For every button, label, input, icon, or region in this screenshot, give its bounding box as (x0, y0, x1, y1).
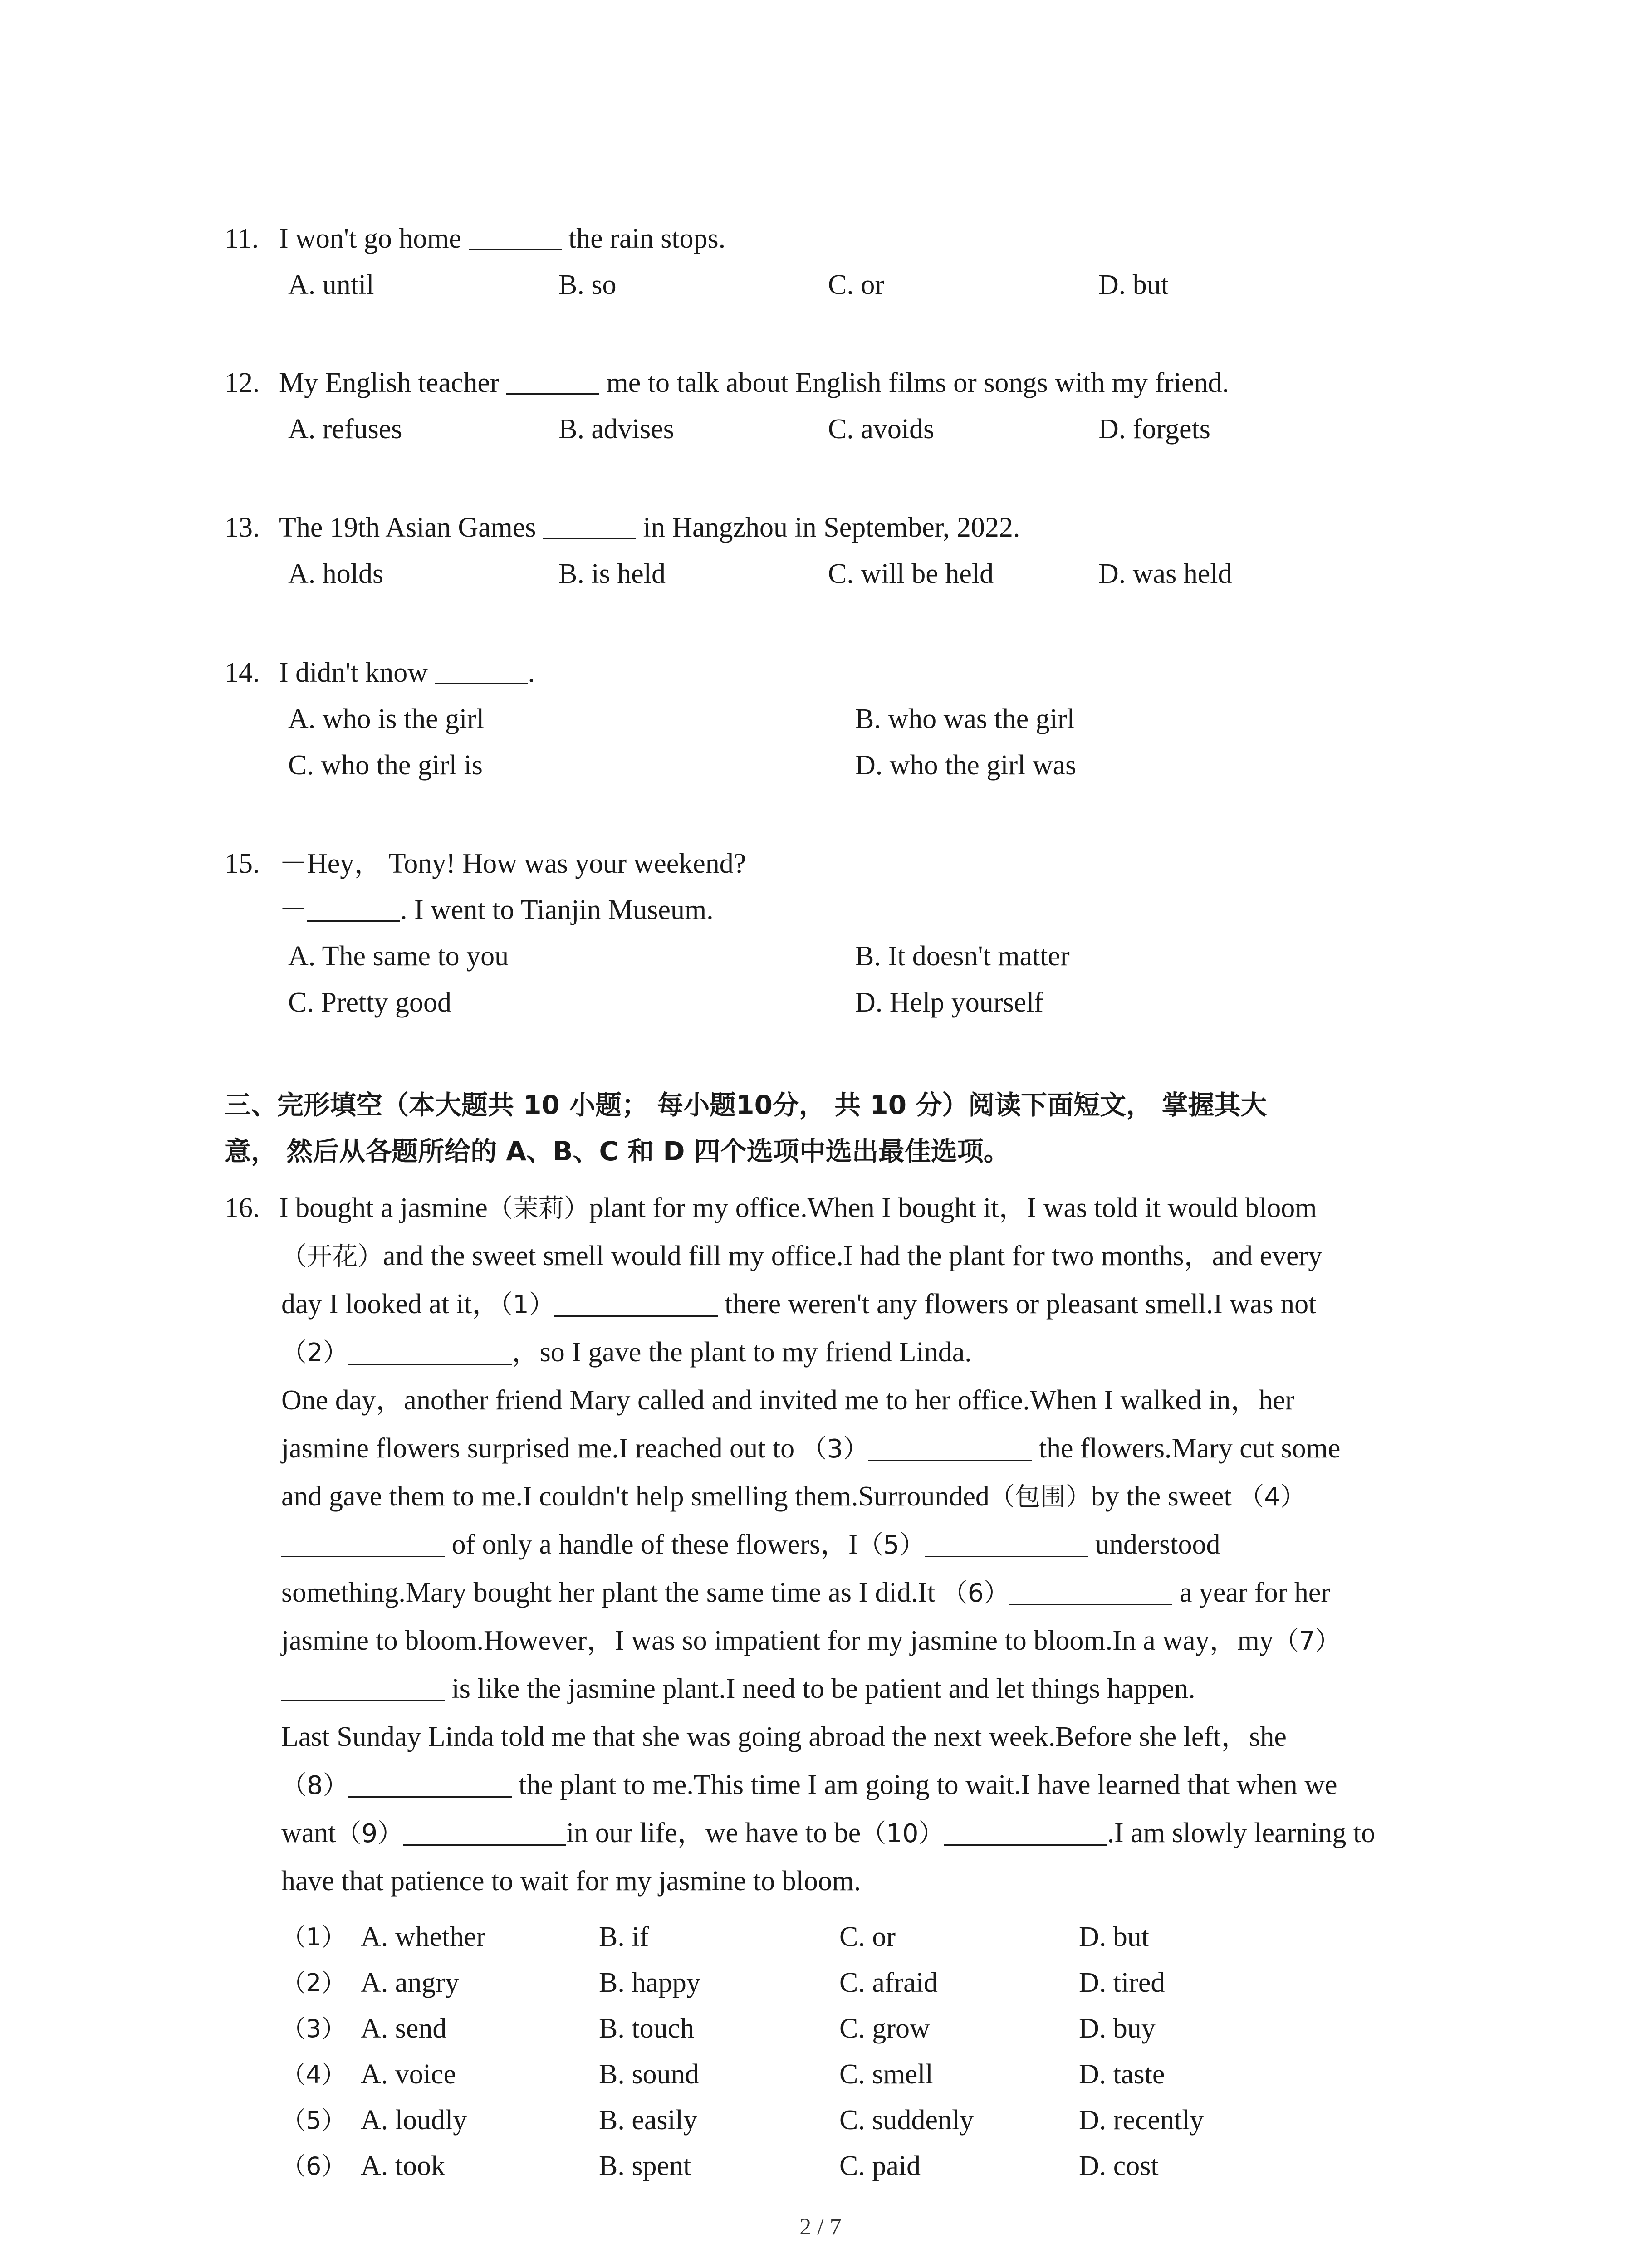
options-row-1 (288, 696, 1075, 742)
question-number: 16. (225, 1193, 260, 1223)
blank-6 (1009, 1577, 1172, 1605)
blank-3 (868, 1432, 1032, 1461)
option-c: C. or (828, 269, 884, 300)
option-c: C. who the girl is (288, 750, 483, 781)
options (288, 551, 1232, 597)
answer-blank (543, 511, 636, 539)
option-b: B. is held (558, 558, 666, 589)
options (288, 262, 1169, 308)
options (288, 406, 1229, 452)
question-12: 12. My English teacher me to talk about English films or songs with my friend. A. refuses B. advises C. avoids D. forgets (225, 360, 1229, 452)
choice-row: （5） A. loudly B. easily C. suddenly D. recently (281, 2105, 1204, 2136)
options-row-2 (288, 742, 1077, 788)
option-b: B. advises (558, 414, 674, 445)
blank-3-label: （3） (801, 1434, 869, 1464)
option-a: A. The same to you (288, 941, 509, 972)
blank-5 (925, 1529, 1088, 1557)
blank-2 (348, 1336, 512, 1365)
cloze-passage: 16. I bought a jasmine（茉莉）plant for my office.When I bought it，I was told it would bloom （开花）and the sweet smell would fill my office.I had the plant for two months，and every day I looked at it，（1） there weren't any flowers or pleasant smell.I was not （2） ，so I gave the plant to my friend Linda. One day，another friend Mary called and invited me to her office.When I walked in，her jasmine flowers surprised me.I reached out to （3） the flowers.Mary cut some and gave them to me.I couldn't help smelling them.Surrounded（包围）by the sweet （4） of only a handle of these flowers，I（5） understood something.Mary bought her plant the same time as I did.It （6） a year for her jasmine to bloom.However，I was so impatient for my jasmine to bloom.In a way，my（7） is like the jasmine plant.I need to be patient and let things happen. Last Sunday Linda told me that she was going abroad the next week.Before she left，she （8） the plant to me.This time I am going to wait.I have learned that when we want（9） in our life，we have to be（10） .I am slowly learning to have that patience to wait for my jasmine to bloom. (225, 1184, 1459, 1905)
page-number: 2 / 7 (799, 2214, 842, 2240)
choice-row: （2） A. angry B. happy C. afraid D. tired (281, 1967, 1165, 1998)
option-d: D. was held (1098, 558, 1232, 589)
option-d: D. Help yourself (855, 987, 1043, 1018)
question-13: 13. The 19th Asian Games in Hangzhou in September, 2022. A. holds B. is held C. will be held D. was held (225, 504, 1020, 597)
options-row-2 (288, 979, 1043, 1026)
question-number: 13. (225, 512, 260, 543)
blank-1-label: （1） (500, 1290, 554, 1320)
blank-4-label: （4） (1239, 1482, 1306, 1512)
option-d: D. who the girl was (855, 750, 1077, 781)
answer-blank (307, 893, 400, 922)
question-number: 11. (225, 223, 259, 254)
option-d: D. forgets (1098, 414, 1210, 445)
choice-row: （6） A. took B. spent C. paid D. cost (281, 2151, 1159, 2181)
section-heading: 三、完形填空（本大题共 10 小题； 每小题10分， 共 10 分）阅读下面短文， 掌握其大 意， 然后从各题所给的 A、B、C 和 D 四个选项中选出最佳选项。 (225, 1090, 1267, 1167)
blank-2-label: （2） (281, 1338, 348, 1368)
option-d: D. but (1098, 269, 1169, 300)
question-number: 15. (225, 848, 260, 879)
option-a: A. holds (288, 558, 384, 589)
question-15: 15. －Hey， Tony! How was your weekend? － . I went to Tianjin Museum. A. The same to you B. It doesn't matter C. Pretty good D. Help yourself (225, 841, 746, 1026)
option-c: C. will be held (828, 558, 994, 589)
blank-4 (281, 1529, 445, 1557)
option-c: C. avoids (828, 414, 935, 445)
option-c: C. Pretty good (288, 987, 451, 1018)
choice-row: （3） A. send B. touch C. grow D. buy (281, 2013, 1156, 2044)
options-row-1 (288, 933, 1070, 979)
option-a: A. refuses (288, 414, 402, 445)
question-11: 11. I won't go home the rain stops. A. until B. so C. or D. but (225, 215, 725, 308)
answer-blank (506, 366, 599, 395)
choice-row: （4） A. voice B. sound C. smell D. taste (281, 2059, 1165, 2090)
answer-blank (469, 222, 562, 250)
option-b: B. who was the girl (855, 704, 1075, 734)
question-14: 14. I didn't know . A. who is the girl B. who was the girl C. who the girl is D. who the girl was (225, 650, 535, 788)
answer-blank (435, 656, 528, 684)
blank-9 (403, 1817, 566, 1846)
blank-8 (348, 1769, 512, 1798)
blank-7-label: （7） (1273, 1627, 1341, 1656)
blank-9-label: （9） (336, 1819, 403, 1848)
option-a: A. who is the girl (288, 704, 485, 734)
blank-8-label: （8） (281, 1771, 348, 1800)
option-b: B. so (558, 269, 617, 300)
option-a: A. until (288, 269, 374, 300)
cloze-choices (281, 1914, 1416, 2189)
choice-row: （1） A. whether B. if C. or D. but (281, 1921, 1149, 1952)
blank-10 (944, 1817, 1107, 1846)
blank-10-label: （10） (861, 1819, 944, 1848)
question-number: 14. (225, 657, 260, 688)
blank-1 (554, 1288, 718, 1317)
blank-6-label: （6） (942, 1579, 1009, 1608)
blank-5-label: （5） (857, 1530, 925, 1560)
question-number: 12. (225, 367, 260, 398)
option-b: B. It doesn't matter (855, 941, 1070, 972)
blank-7 (281, 1673, 445, 1701)
